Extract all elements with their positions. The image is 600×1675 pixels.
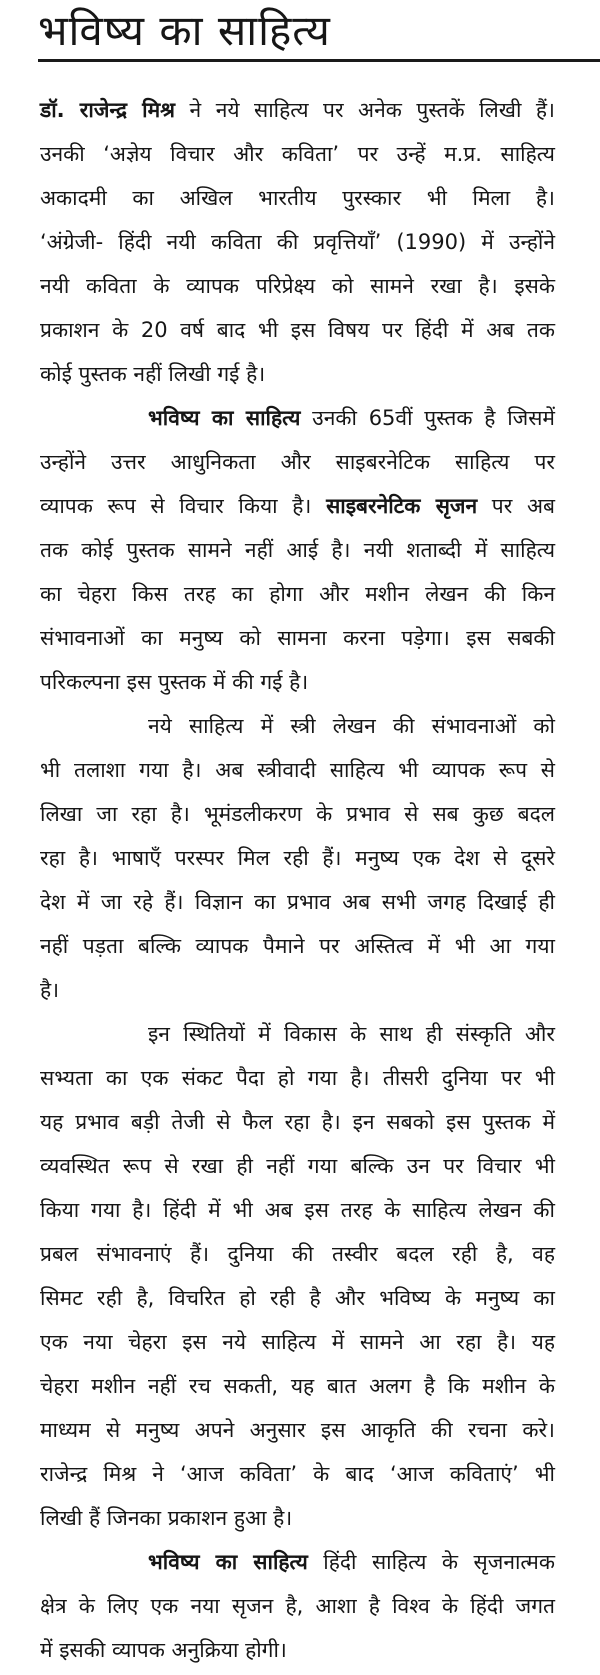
text-line bbox=[40, 1056, 555, 1100]
text-span: उन्होंने उत्तर आधुनिकता और साइबरनेटिक साहित्य पर bbox=[40, 450, 555, 474]
text-line bbox=[40, 792, 555, 836]
title-underline bbox=[38, 59, 600, 62]
text-line bbox=[40, 1012, 555, 1056]
text-span: है। bbox=[40, 978, 60, 1002]
text-span: ने नये साहित्य पर अनेक पुस्तकें लिखी हैं। bbox=[175, 98, 555, 122]
text-line bbox=[40, 1144, 555, 1188]
paragraph bbox=[40, 396, 555, 704]
paragraph bbox=[40, 1540, 555, 1672]
text-line bbox=[40, 88, 555, 132]
text-line bbox=[40, 528, 555, 572]
text-span: एक नया चेहरा इस नये साहित्य में सामने आ रहा है। यह bbox=[40, 1330, 555, 1354]
text-line bbox=[40, 176, 555, 220]
text-line bbox=[40, 1540, 555, 1584]
text-span: प्रबल संभावनाएं हैं। दुनिया की तस्वीर बदल रही है, वह bbox=[40, 1242, 555, 1266]
text-span: ‘अंग्रेजी- हिंदी नयी कविता की प्रवृत्तियाँ’ (1990) में उन्होंने bbox=[40, 230, 555, 254]
text-span: सिमट रही है, विचरित हो रही है और भविष्य के मनुष्य का bbox=[40, 1286, 555, 1310]
text-line bbox=[40, 704, 555, 748]
text-line bbox=[40, 1628, 555, 1672]
text-span: नहीं पड़ता बल्कि व्यापक पैमाने पर अस्तित्व में भी आ गया bbox=[40, 934, 555, 958]
text-span: इन स्थितियों में विकास के साथ ही संस्कृति और bbox=[148, 1022, 555, 1046]
text-line bbox=[40, 616, 555, 660]
text-line bbox=[40, 352, 555, 396]
text-line bbox=[40, 660, 555, 704]
text-line bbox=[40, 572, 555, 616]
text-span: सभ्यता का एक संकट पैदा हो गया है। तीसरी दुनिया पर भी bbox=[40, 1066, 555, 1090]
text-span: राजेन्द्र मिश्र ने ‘आज कविता’ के बाद ‘आज कविताएं’ भी bbox=[40, 1462, 555, 1486]
paragraph bbox=[40, 704, 555, 1012]
text-span: संभावनाओं का मनुष्य को सामना करना पड़ेगा। इस सबकी bbox=[40, 626, 555, 650]
text-span: यह प्रभाव बड़ी तेजी से फैल रहा है। इन सबको इस पुस्तक में bbox=[40, 1110, 555, 1134]
page-title: भविष्य का साहित्य bbox=[38, 6, 331, 55]
text-line bbox=[40, 440, 555, 484]
bold-text: भविष्य का साहित्य bbox=[148, 406, 301, 430]
text-span: परिकल्पना इस पुस्तक में की गई है। bbox=[40, 670, 309, 694]
text-line bbox=[40, 220, 555, 264]
text-line bbox=[40, 308, 555, 352]
text-line bbox=[40, 1364, 555, 1408]
text-line bbox=[40, 484, 555, 528]
text-line bbox=[40, 1452, 555, 1496]
text-span: का चेहरा किस तरह का होगा और मशीन लेखन की किन bbox=[40, 582, 555, 606]
text-line bbox=[40, 1584, 555, 1628]
text-span: हिंदी साहित्य के सृजनात्मक bbox=[307, 1550, 555, 1574]
text-line bbox=[40, 1276, 555, 1320]
text-line bbox=[40, 396, 555, 440]
bold-text: भविष्य का साहित्य bbox=[148, 1550, 308, 1574]
text-line bbox=[40, 1496, 555, 1540]
text-line bbox=[40, 264, 555, 308]
text-span: भी तलाशा गया है। अब स्त्रीवादी साहित्य भी व्यापक रूप से bbox=[40, 758, 555, 782]
text-span: लिखी हैं जिनका प्रकाशन हुआ है। bbox=[40, 1506, 293, 1530]
text-span: व्यवस्थित रूप से रखा ही नहीं गया बल्कि उन पर विचार भी bbox=[40, 1154, 555, 1178]
text-line bbox=[40, 748, 555, 792]
text-span: माध्यम से मनुष्य अपने अनुसार इस आकृति की रचना करे। bbox=[40, 1418, 555, 1442]
text-line bbox=[40, 132, 555, 176]
text-span: अकादमी का अखिल भारतीय पुरस्कार भी मिला है। bbox=[40, 186, 555, 210]
text-span: लिखा जा रहा है। भूमंडलीकरण के प्रभाव से सब कुछ बदल bbox=[40, 802, 555, 826]
text-line bbox=[40, 924, 555, 968]
text-span: कोई पुस्तक नहीं लिखी गई है। bbox=[40, 362, 266, 386]
text-line bbox=[40, 1232, 555, 1276]
text-line bbox=[40, 1320, 555, 1364]
bold-text: साइबरनेटिक सृजन bbox=[326, 494, 478, 518]
text-span: में इसकी व्यापक अनुक्रिया होगी। bbox=[40, 1638, 287, 1662]
text-line bbox=[40, 1100, 555, 1144]
text-span: चेहरा मशीन नहीं रच सकती, यह बात अलग है कि मशीन के bbox=[40, 1374, 555, 1398]
text-line bbox=[40, 1408, 555, 1452]
text-span: तक कोई पुस्तक सामने नहीं आई है। नयी शताब्दी में साहित्य bbox=[40, 538, 555, 562]
text-span: प्रकाशन के 20 वर्ष बाद भी इस विषय पर हिंदी में अब तक bbox=[40, 318, 555, 342]
text-span: किया गया है। हिंदी में भी अब इस तरह के साहित्य लेखन की bbox=[40, 1198, 555, 1222]
text-span: देश में जा रहे हैं। विज्ञान का प्रभाव अब सभी जगह दिखाई ही bbox=[40, 890, 555, 914]
text-span: क्षेत्र के लिए एक नया सृजन है, आशा है विश्व के हिंदी जगत bbox=[40, 1594, 555, 1618]
text-span: नये साहित्य में स्त्री लेखन की संभावनाओं को bbox=[148, 714, 555, 738]
text-span: नयी कविता के व्यापक परिप्रेक्ष्य को सामने रखा है। इसके bbox=[40, 274, 555, 298]
text-line bbox=[40, 836, 555, 880]
text-span: उनकी 65वीं पुस्तक है जिसमें bbox=[300, 406, 555, 430]
paragraph bbox=[40, 1012, 555, 1540]
text-span: व्यापक रूप से विचार किया है। bbox=[40, 494, 327, 518]
article-body bbox=[40, 88, 555, 1672]
bold-text: डॉ. राजेन्द्र मिश्र bbox=[40, 98, 176, 122]
text-line bbox=[40, 880, 555, 924]
text-line bbox=[40, 1188, 555, 1232]
paragraph bbox=[40, 88, 555, 396]
text-span: पर अब bbox=[477, 494, 556, 518]
text-line bbox=[40, 968, 555, 1012]
text-span: रहा है। भाषाएँ परस्पर मिल रही हैं। मनुष्य एक देश से दूसरे bbox=[40, 846, 555, 870]
text-span: उनकी ‘अज्ञेय विचार और कविता’ पर उन्हें म.प्र. साहित्य bbox=[40, 142, 555, 166]
